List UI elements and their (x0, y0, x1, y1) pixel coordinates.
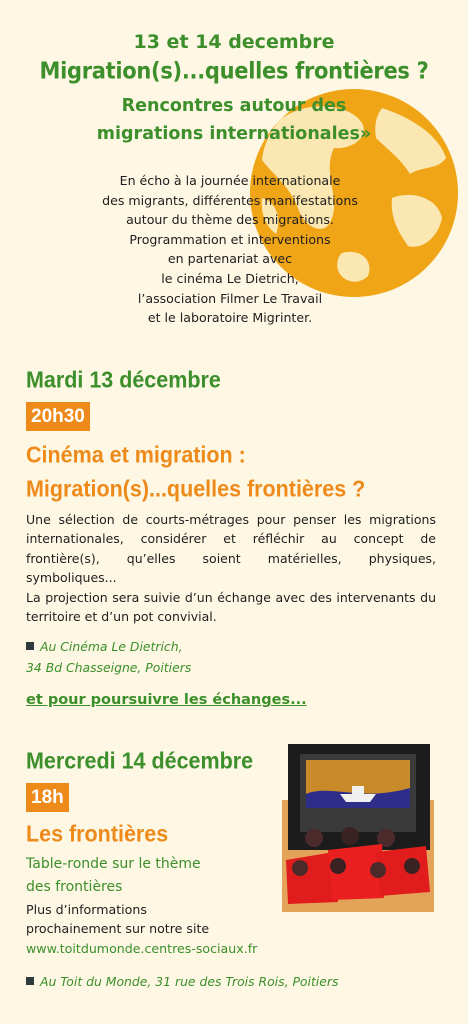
event1-title-line2: Migration(s)...quelles frontières ? (26, 476, 366, 502)
event2-title: Les frontières (26, 821, 169, 847)
event1-time-badge: 20h30 (26, 402, 90, 431)
event1-description-p1: Une sélection de courts-métrages pour penser les migrations internationales, considérer et réfléchir au concept de frontière(s), qu’elles soient matérielles, physiques, symboliques... (26, 512, 436, 586)
event1-venue-line2: 34 Bd Chasseigne, Poitiers (26, 660, 192, 675)
subtitle-line: Rencontres autour des (121, 96, 347, 116)
event-dates: 13 et 14 decembre (133, 31, 335, 53)
event1-day: Mardi 13 décembre (26, 367, 221, 393)
intro-line: le cinéma Le Dietrich, (161, 270, 299, 286)
event2-time-badge: 18h (26, 783, 69, 812)
intro-line: des migrants, différentes manifestations (102, 192, 358, 208)
intro-line: et le laboratoire Migrinter. (147, 310, 313, 326)
event1-description (26, 510, 436, 626)
event2-subtitle-line1: Table-ronde sur le thème (26, 856, 201, 872)
event1-description-p2: La projection sera suivie d’un échange avec des intervenants du territoire et d’un pot convivial. (26, 589, 436, 625)
cinema-audience-illustration (280, 742, 436, 912)
event2-subtitle-line2: des frontières (26, 879, 123, 895)
event2-venue (26, 971, 338, 992)
intro-line: autour du thème des migrations. (126, 212, 334, 228)
intro-line: Programmation et interventions (129, 231, 331, 247)
intro-text (60, 171, 400, 328)
event2-info-line1: Plus d’informations (26, 902, 147, 917)
square-bullet-icon (26, 977, 34, 985)
intro-line: en partenariat avec (167, 251, 293, 267)
page-subtitle (0, 92, 468, 148)
event2-day: Mercredi 14 décembre (26, 748, 254, 774)
intro-line: l’association Filmer Le Travail (137, 290, 323, 306)
event2-venue-text: Au Toit du Monde, 31 rue des Trois Rois, Poitiers (40, 974, 339, 989)
page-title: Migration(s)...quelles frontières ? (39, 58, 429, 84)
website-link[interactable]: www.toitdumonde.centres-sociaux.fr (26, 941, 258, 956)
subtitle-line: migrations internationales» (96, 124, 372, 144)
follow-up-link[interactable]: et pour poursuivre les échanges... (26, 692, 307, 708)
event2-info-line2: prochainement sur notre site (26, 921, 210, 936)
event1-title-line1: Cinéma et migration : (26, 442, 246, 468)
intro-line: En écho à la journée internationale (119, 173, 341, 188)
square-bullet-icon (26, 642, 34, 650)
event1-venue-line1 (26, 636, 183, 657)
event1-venue-name: Au Cinéma Le Dietrich, (40, 639, 183, 654)
